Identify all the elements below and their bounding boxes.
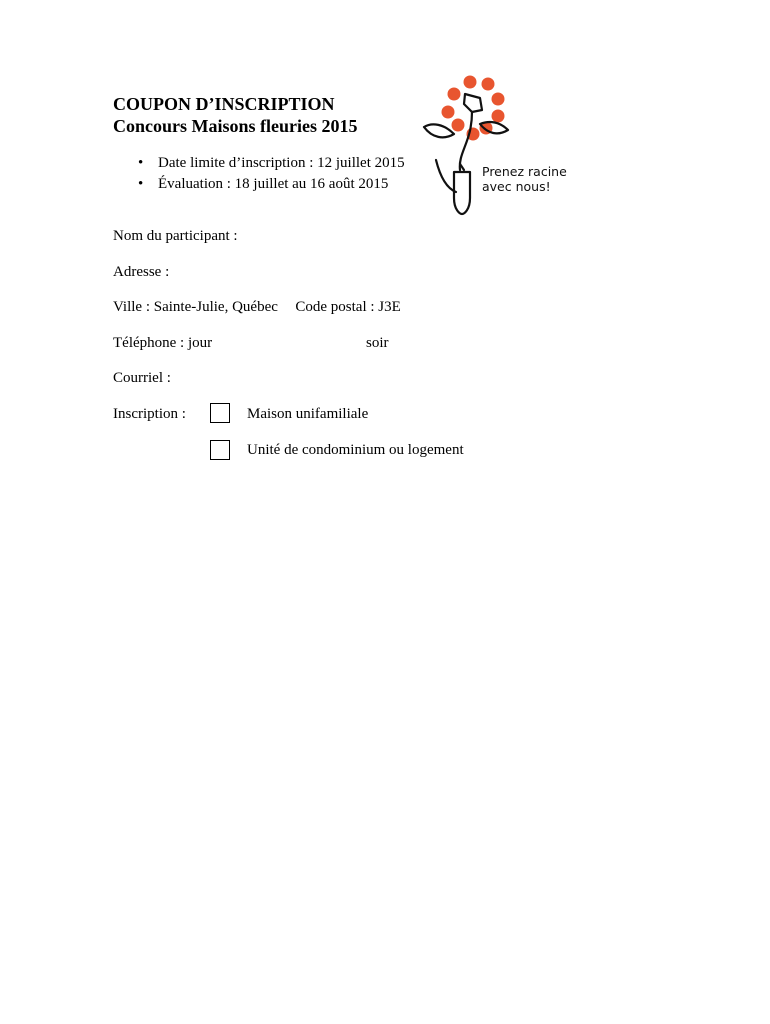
key-dates-list bbox=[113, 153, 405, 195]
participant-name-label: Nom du participant : bbox=[113, 228, 238, 244]
flower-shovel-logo bbox=[418, 72, 578, 222]
city-label: Ville : Sainte-Julie, Québec bbox=[113, 299, 278, 315]
bullet-icon: • bbox=[138, 155, 144, 171]
phone-evening-label: soir bbox=[366, 335, 389, 351]
slogan-line: avec nous! bbox=[482, 179, 551, 194]
email-label: Courriel : bbox=[113, 370, 171, 386]
condo-checkbox[interactable] bbox=[210, 440, 230, 460]
bullet-icon: • bbox=[138, 176, 144, 192]
deadline-text: Date limite d’inscription : 12 juillet 2015 bbox=[158, 155, 405, 171]
condo-option-label: Unité de condominium ou logement bbox=[247, 442, 464, 458]
list-item bbox=[113, 153, 405, 174]
house-option-label: Maison unifamiliale bbox=[247, 406, 369, 422]
postal-code-label: Code postal : J3E bbox=[295, 299, 401, 315]
document-heading bbox=[113, 93, 358, 137]
coupon-title: COUPON D’INSCRIPTION bbox=[113, 94, 335, 114]
evaluation-text: Évaluation : 18 juillet au 16 août 2015 bbox=[158, 176, 389, 192]
address-label: Adresse : bbox=[113, 264, 170, 280]
slogan-line: Prenez racine bbox=[482, 164, 567, 179]
city-postal-row bbox=[113, 297, 401, 317]
list-item bbox=[113, 174, 405, 195]
phone-day-label: Téléphone : jour bbox=[113, 335, 213, 351]
inscription-label: Inscription : bbox=[113, 406, 186, 422]
logo-slogan bbox=[482, 164, 567, 194]
contest-title: Concours Maisons fleuries 2015 bbox=[113, 116, 358, 136]
house-checkbox[interactable] bbox=[210, 403, 230, 423]
